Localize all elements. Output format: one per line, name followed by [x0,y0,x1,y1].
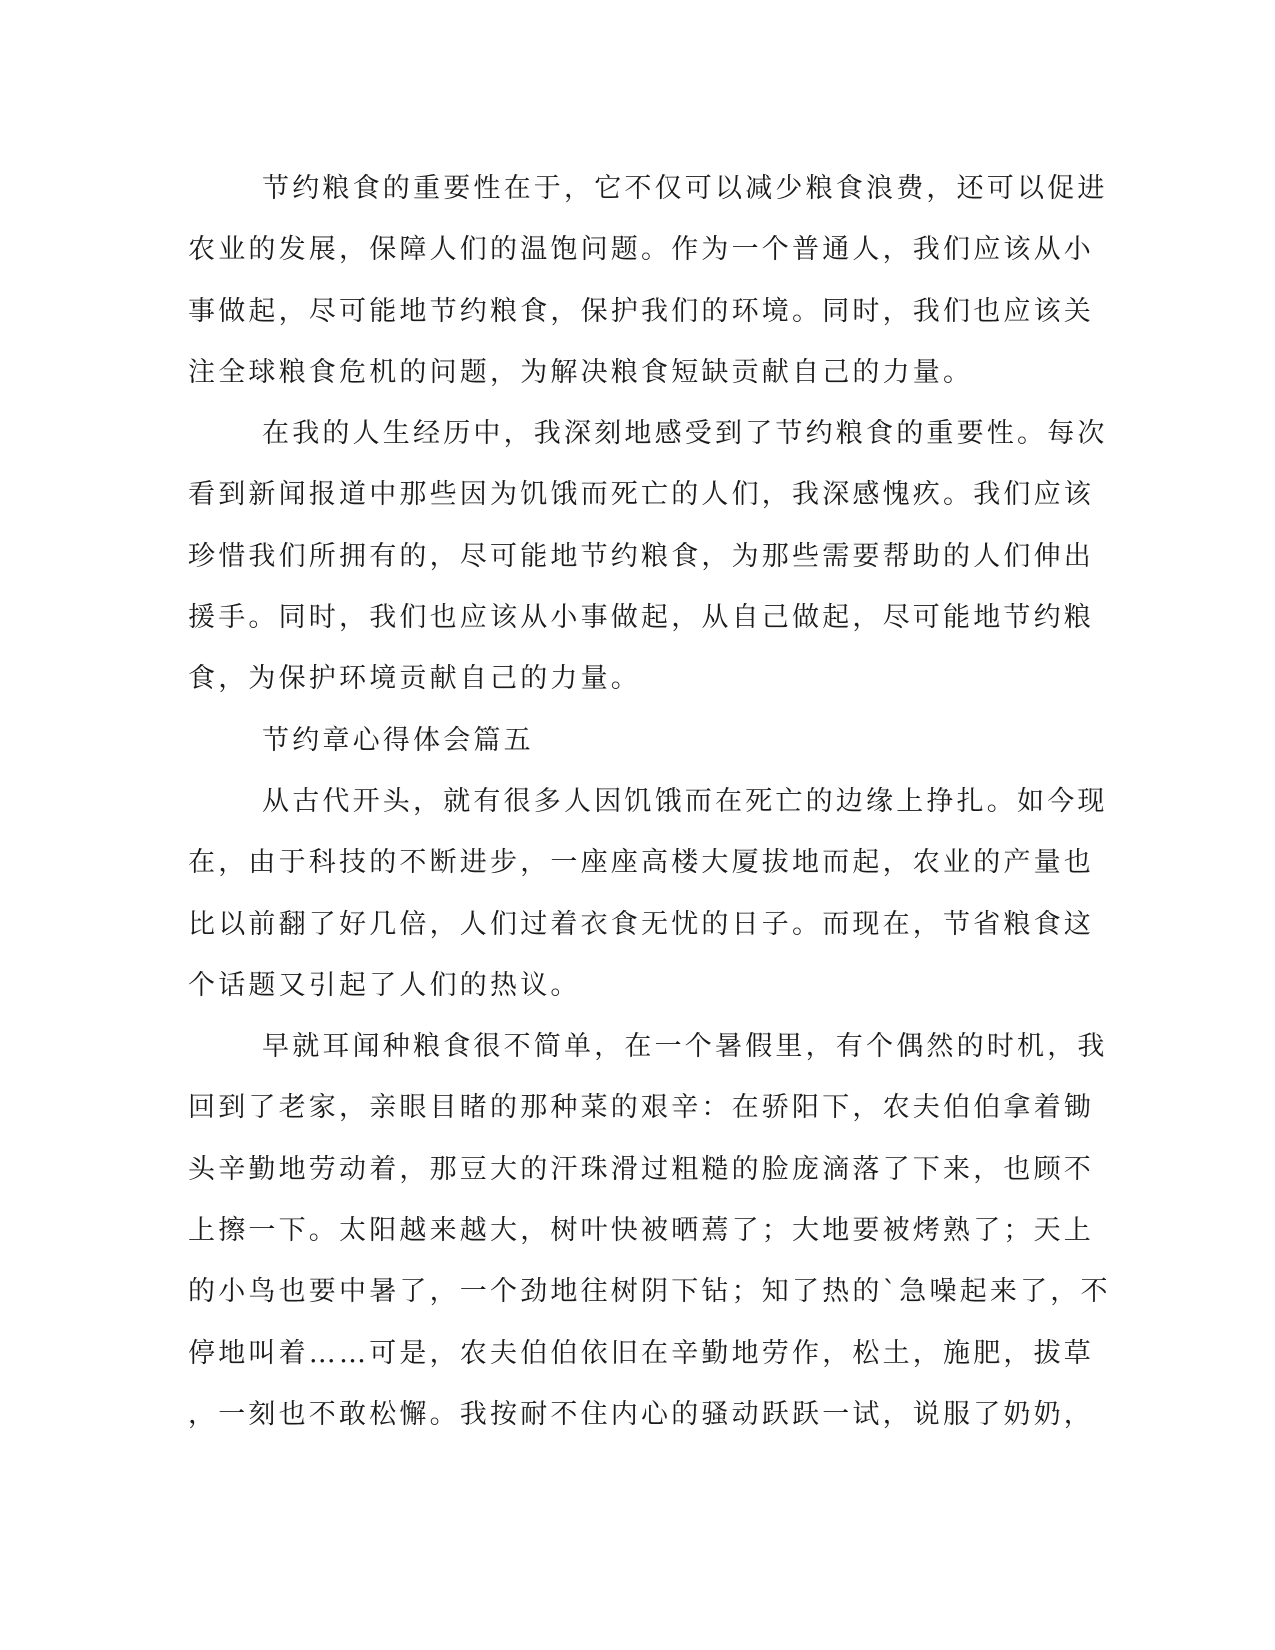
text-line: 食，为保护环境贡献自己的力量。 [188,663,641,695]
text-line: 的小鸟也要中暑了，一个劲地往树阴下钻；知了热的`急噪起来了，不 [188,1276,1111,1308]
text-line: 援手。同时，我们也应该从小事做起，从自己做起，尽可能地节约粮 [188,602,1094,634]
text-line: 节约粮食的重要性在于，它不仅可以减少粮食浪费，还可以促进 [262,173,1108,204]
text-line: 在，由于科技的不断进步，一座座高楼大厦拔地而起，农业的产量也 [188,847,1094,879]
text-line: 早就耳闻种粮食很不简单，在一个暑假里，有个偶然的时机，我 [262,1031,1108,1063]
paragraph-2 [188,403,1108,709]
text-line: 从古代开头，就有很多人因饥饿而在死亡的边缘上挣扎。如今现 [262,785,1108,817]
text-line: 农业的发展，保障人们的温饱问题。作为一个普通人，我们应该从小 [188,234,1094,266]
text-line: 上擦一下。太阳越来越大，树叶快被晒蔫了；大地要被烤熟了；天上 [188,1215,1094,1247]
text-line: 注全球粮食危机的问题，为解决粮食短缺贡献自己的力量。 [188,356,974,388]
text-line: 珍惜我们所拥有的，尽可能地节约粮食，为那些需要帮助的人们伸出 [188,540,1094,572]
paragraph-4 [188,1016,1111,1445]
text-line: 停地叫着……可是，农夫伯伯依旧在辛勤地劳作，松土，施肥，拔草 [188,1337,1094,1369]
text-line: 头辛勤地劳动着，那豆大的汗珠滑过粗糙的脸庞滴落了下来，也顾不 [188,1153,1094,1185]
section-heading [188,710,1068,771]
text-line: 比以前翻了好几倍，人们过着衣食无忧的日子。而现在，节省粮食这 [188,908,1094,940]
text-line: 回到了老家，亲眼目睹的那种菜的艰辛：在骄阳下，农夫伯伯拿着锄 [188,1092,1094,1124]
text-line: 在我的人生经历中，我深刻地感受到了节约粮食的重要性。每次 [262,418,1108,450]
document-body [188,158,1111,1445]
text-line: 看到新闻报道中那些因为饥饿而死亡的人们，我深感愧疚。我们应该 [188,479,1094,511]
paragraph-1 [188,158,1108,403]
text-line: 事做起，尽可能地节约粮食，保护我们的环境。同时，我们也应该关 [188,295,1094,327]
text-line: ，一刻也不敢松懈。我按耐不住内心的骚动跃跃一试，说服了奶奶， [188,1398,1094,1430]
text-line: 个话题又引起了人们的热议。 [188,969,581,1001]
paragraph-3 [188,771,1108,1016]
heading-line: 节约章心得体会篇五 [262,724,534,756]
